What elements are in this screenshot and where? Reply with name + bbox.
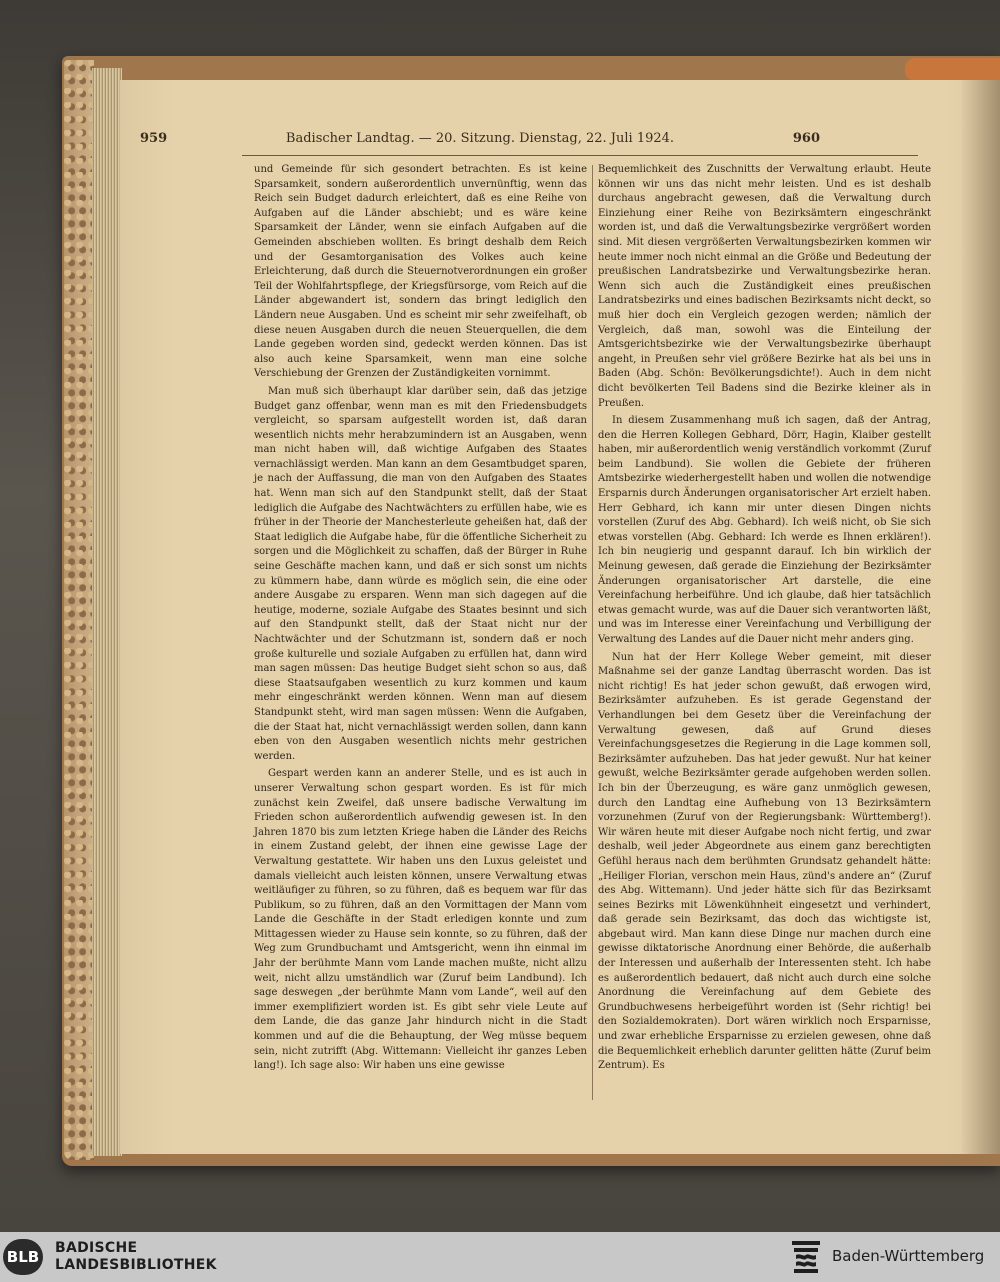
- marbled-edge: [64, 60, 94, 1160]
- page-number-right: 960: [792, 131, 820, 146]
- text-column-right: [598, 163, 931, 1074]
- page-gutter-shadow: [960, 80, 1000, 1154]
- paragraph: Man muß sich überhaupt klar darüber sein, daß das jetzige Budget ganz offenbar, wenn man es mit den Friedensbudgets vergleicht, so sparsam aufgestellt worden ist, daß daran wesentlich nichts mehr herabzumindern ist an Ausgaben, wenn man nicht haben will, daß wichtige Aufgaben des Staates vernachlässigt werden. Man kann an dem Gesamtbudget sparen, je nach der Auffassung, die man von den Aufgaben des Staates hat. Wenn man sich auf den Standpunkt stellt, daß der Staat lediglich die Aufgabe des Nachtwächters zu erfüllen habe, wie es früher in der Theorie der Manchesterleute geheißen hat, daß der Staat lediglich die Aufgabe habe, für die öffentliche Sicherheit zu sorgen und die Möglichkeit zu schaffen, daß der Bürger in Ruhe seine Geschäfte machen kann, und daß er sich sonst um nichts zu kümmern habe, dann würde es möglich sein, die eine oder andere Ausgabe zu ersparen. Wenn man sich dagegen auf die heutige, moderne, soziale Aufgabe des Staates besinnt und sich auf den Standpunkt stellt, daß der Staat nicht nur der Nachtwächter und der Schutzmann ist, sondern daß er noch große kulturelle und soziale Aufgaben zu erfüllen hat, dann wird man sagen müssen: Das heutige Budget sieht schon so aus, daß diese Staatsaufgaben wesentlich zu kurz kommen und kaum mehr eingeschränkt werden können. Wenn man auf diesem Standpunkt steht, wird man sagen müssen: Wenn die Aufgaben, die der Staat hat, nicht vernachlässigt werden sollen, dann kann eben von den Ausgaben wesentlich nichts mehr gestrichen werden.: [254, 385, 587, 762]
- state-name[interactable]: Baden-Württemberg: [832, 1247, 985, 1265]
- paragraph: Nun hat der Herr Kollege Weber gemeint, mit dieser Maßnahme sei der ganze Landtag überrascht worden. Das ist nicht richtig! Es hat jeder schon gewußt, daß erwogen wird, Bezirksämter aufzuheben. Es ist gerade Gegenstand der Verhandlungen bei dem Gesetz über die Vereinfachung der Verwaltung gewesen, daß auf Grund dieses Vereinfachungsgesetzes die Regierung in die Lage kommen soll, Bezirksämter aufzuheben. Das hat jeder gewußt. Nur hat keiner gewußt, welche Bezirksämter gerade aufgehoben werden sollen. Ich bin der Überzeugung, es wäre ganz unmöglich gewesen, durch den Landtag eine Aufhebung von 13 Bezirksämtern vorzunehmen (Zuruf von der Regierungsbank: Württemberg!). Wir wären heute mit dieser Aufgabe noch nicht fertig, und zwar deshalb, weil jeder Abgeordnete aus einem ganz berechtigten Gefühl heraus nach dem berühmten Grundsatz gehandelt hätte: „Heiliger Florian, verschon mein Haus, zünd's andere an“ (Zuruf des Abg. Wittemann). Und jeder hätte sich für das Bezirksamt seines Bezirks mit Löwenkühnheit eingesetzt und verhindert, daß gerade sein Bezirksamt, das doch das wichtigste ist, abgebaut wird. Man kann diese Dinge nur machen durch eine gewisse diktatorische Anordnung einer Behörde, die außerhalb der Interessen und außerhalb der Interessenten steht. Ich habe es außerordentlich bedauert, daß nicht auch durch eine solche Anordnung die Vereinfachung auf dem Gebiete des Grundbuchwesens herbeigeführt worden ist (Sehr richtig! bei den Sozialdemokraten). Dort wären wirklich noch Ersparnisse, und zwar erhebliche Ersparnisse zu erzielen gewesen, ohne daß die Bequemlichkeit erheblich darunter gelitten hätte (Zuruf beim Zentrum). Es: [598, 651, 931, 1072]
- paragraph: In diesem Zusammenhang muß ich sagen, daß der Antrag, den die Herren Kollegen Gebhard, Dörr, Hagin, Klaiber gestellt haben, mir außerordentlich wenig verständlich vorkommt (Zuruf beim Landbund). Sie wollen die Gebiete der früheren Amtsbezirke wiederhergestellt haben und wollen die notwendige Ersparnis durch Änderungen organisatorischer Art erzielt haben. Herr Gebhard, ich kann mir unter diesen Dingen nichts vorstellen (Zuruf des Abg. Gebhard). Ich weiß nicht, ob Sie sich etwas vorstellen (Abg. Gebhard: Ich werde es Ihnen erklären!). Ich bin neugierig und gespannt darauf. Ich bin wirklich der Meinung gewesen, daß gerade die Einziehung der Bezirksämter Änderungen organisatorischer Art darstelle, die eine Vereinfachung herbeiführe. Und ich glaube, daß hier tatsächlich etwas gemacht wurde, was auf die Dauer sich verantworten läßt, und was im Interesse einer Vereinfachung und Verbilligung der Verwaltung des Landes auf die Dauer nicht mehr anders ging.: [598, 415, 931, 645]
- viewer-footer: [0, 1232, 1000, 1282]
- paragraph: Bequemlichkeit des Zuschnitts der Verwaltung erlaubt. Heute können wir uns das nicht mehr leisten. Und es ist deshalb durchaus angebracht gewesen, daß die Verwaltung durch Einziehung einer Reihe von Bezirksämtern eingeschränkt worden ist, und daß die Verwaltungsbezirke vergrößert worden sind. Mit diesen vergrößerten Verwaltungsbezirken kommen wir heute immer noch nicht einmal an die Größe und Bedeutung der preußischen Landratsbezirke und Verwaltungsbezirke heran. Wenn sich auch die Zuständigkeit eines preußischen Landratsbezirks und eines badischen Bezirksamts nicht deckt, so muß hier doch ein Vergleich gezogen werden; nämlich der Vergleich, daß man, sowohl was die Einteilung der Amtsgerichtsbezirke wie der Verwaltungsbezirke überhaupt angeht, in Preußen sehr viel größere Bezirke hat als bei uns in Baden (Abg. Schön: Bevölkerungsdichte!). Auch in dem nicht dicht bevölkerten Teil Badens sind die Bezirke kleiner als in Preußen.: [598, 164, 931, 409]
- page-header: [140, 131, 820, 151]
- library-name-line1: BADISCHE: [55, 1240, 138, 1256]
- page-edges: [92, 68, 122, 1156]
- library-name[interactable]: [55, 1240, 217, 1274]
- running-head: Badischer Landtag. — 20. Sitzung. Dienstag, 22. Juli 1924.: [285, 131, 675, 146]
- text-column-left: [254, 163, 587, 1074]
- bookmark-ribbon: [905, 58, 1000, 80]
- paragraph: Gespart werden kann an anderer Stelle, und es ist auch in unserer Verwaltung schon gespart worden. Es ist für mich zunächst kein Zweifel, daß unsere badische Verwaltung im Frieden schon außerordentlich aufwendig gewesen ist. In den Jahren 1870 bis zum letzten Kriege haben die Länder des Reichs in einem Zustand gelebt, der ihnen eine gewisse Lage der Verwaltung gestattete. Wir haben uns den Luxus geleistet und damals vielleicht auch leisten können, unsere Verwaltung etwas weitläufiger zu führen, so zu führen, daß es bequem war für das Publikum, so zu führen, daß an den Vormittagen der Mann vom Lande die Geschäfte in der Stadt erledigen konnte und zum Mittagessen wieder zu Hause sein konnte, so zu führen, daß der Weg zum Grundbuchamt und Amtsgericht, wenn ihn einmal im Jahr der berühmte Mann vom Lande machen mußte, nicht allzu weit, nicht allzu umständlich war (Zuruf beim Landbund). Ich sage deswegen „der berühmte Mann vom Lande“, weil auf den immer exemplifiziert worden ist. Es gibt sehr viele Leute auf dem Lande, die das ganze Jahr hindurch nicht in die Stadt kommen und auf die die Behauptung, der Weg müsse bequem sein, nicht zutrifft (Abg. Wittemann: Vielleicht ihr ganzes Leben lang!). Ich sage also: Wir haben uns eine gewisse: [254, 768, 587, 1072]
- blb-logo[interactable]: BLB: [3, 1239, 43, 1275]
- library-name-line2: LANDESBIBLIOTHEK: [55, 1257, 217, 1273]
- column-divider: [592, 165, 593, 1100]
- baden-wuerttemberg-emblem-icon: [790, 1239, 822, 1275]
- page-number-left: 959: [140, 131, 168, 146]
- paragraph: und Gemeinde für sich gesondert betrachten. Es ist keine Sparsamkeit, sondern außerordentlich unvernünftig, wenn das Reich sein Budget dadurch erleichtert, daß es eine Reihe von Aufgaben auf die Länder abschiebt; und es wäre keine Sparsamkeit der Länder, wenn sie einfach Aufgaben auf die Gemeinden abschieben wollten. Es bringt deshalb dem Reich und der Gesamtorganisation des Volkes auch keine Erleichterung, daß durch die Steuernotverordnungen ein großer Teil der Wohlfahrtspflege, der Kriegsfürsorge, vom Reich auf die Länder abgewandert ist, sondern das bringt lediglich den Ländern neue Ausgaben. Und es scheint mir sehr zweifelhaft, ob diese neuen Ausgaben durch die neuen Steuerquellen, die dem Lande gegeben worden sind, gedeckt werden können. Das ist also auch keine Sparsamkeit, wenn man eine solche Verschiebung der Grenzen der Zuständigkeiten vornimmt.: [254, 164, 587, 380]
- header-rule: [242, 155, 918, 156]
